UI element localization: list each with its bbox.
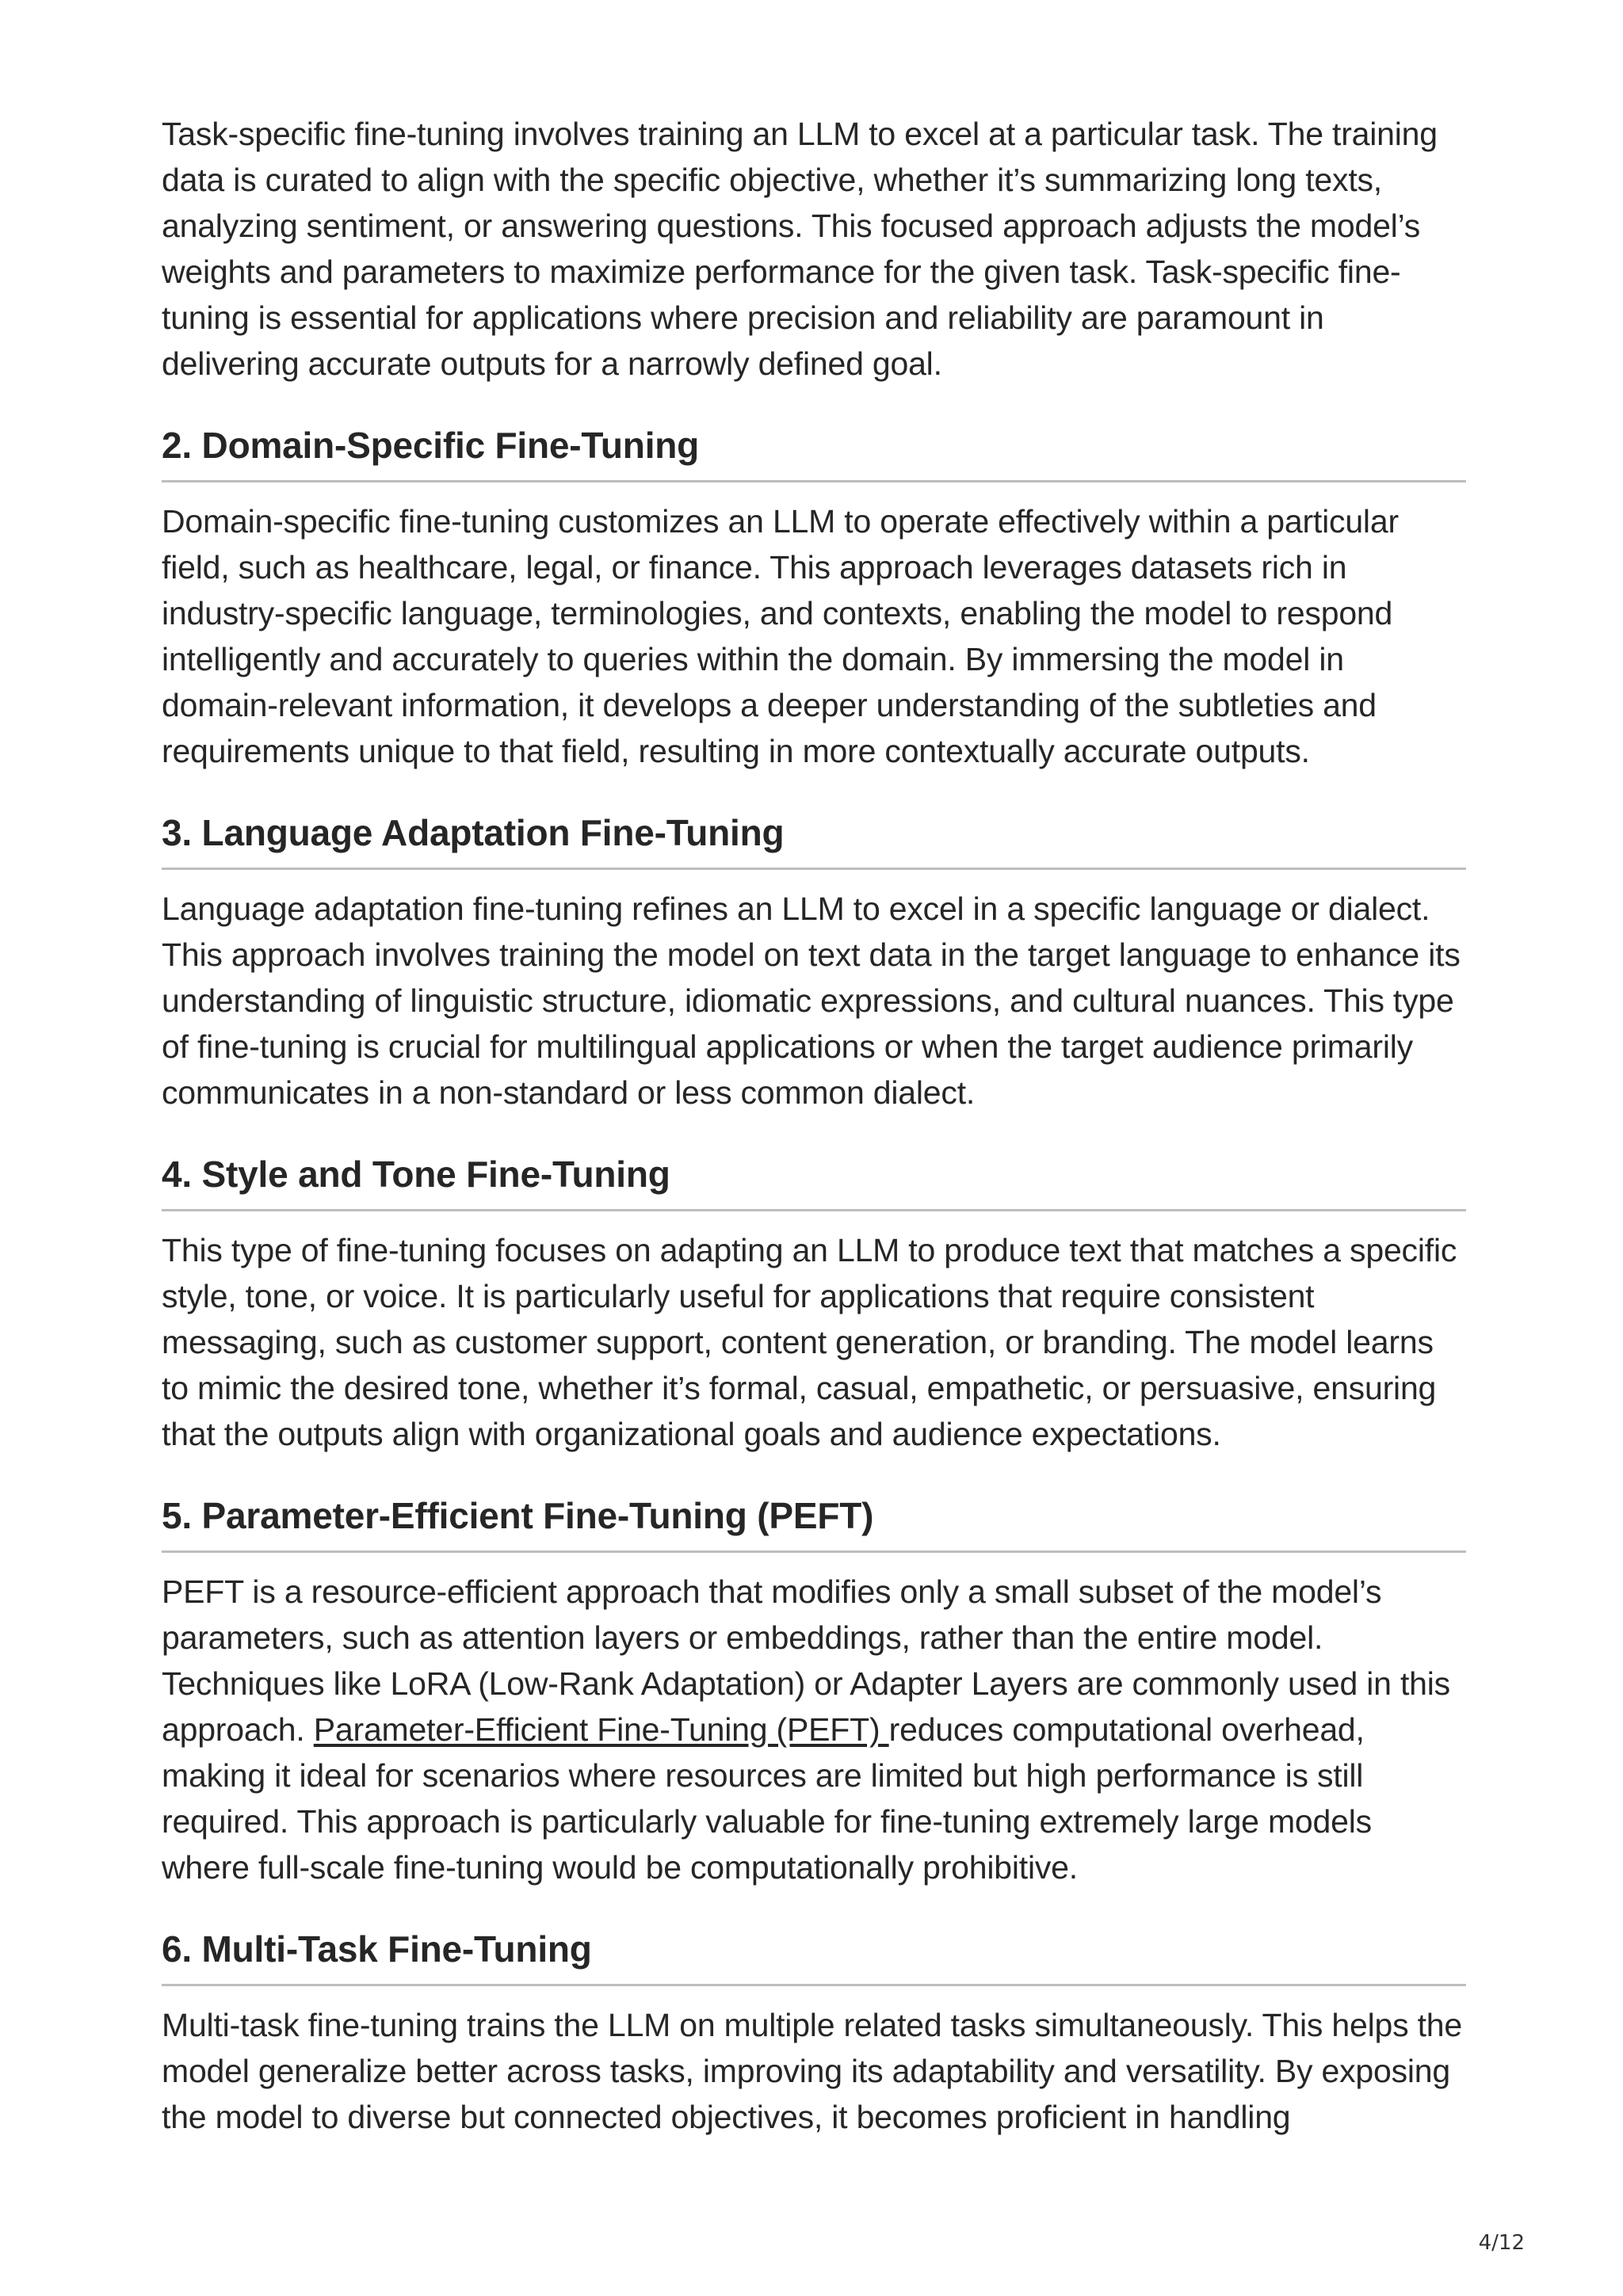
section-multi-task [162, 1927, 1466, 2140]
section-language-adaptation [162, 810, 1466, 1116]
page-number: 4/12 [1478, 2231, 1525, 2255]
peft-link[interactable]: Parameter-Efficient Fine-Tuning (PEFT) [313, 1711, 889, 1748]
section-peft [162, 1493, 1466, 1890]
section-paragraph: Domain-specific fine-tuning customizes an LLM to operate effectively within a particular field, such as healthcare, legal, or finance. This approach leverages datasets rich in industry-specific language, terminologies, and contexts, enabling the model to respond intelligently and accurately to queries within the domain. By immersing the model in domain-relevant information, it develops a deeper understanding of the subtleties and requirements unique to that field, resulting in more contextually accurate outputs. [162, 503, 1399, 769]
section-paragraph: This type of fine-tuning focuses on adapting an LLM to produce text that matches a specific style, tone, or voice. It is particularly useful for applications that require consistent messaging, such as customer support, content generation, or branding. The model learns to mimic the desired tone, whether it’s formal, casual, empathetic, or persuasive, ensuring that the outputs align with organizational goals and audience expectations. [162, 1232, 1457, 1452]
section-heading: 3. Language Adaptation Fine-Tuning [162, 810, 1466, 870]
section-heading: 6. Multi-Task Fine-Tuning [162, 1927, 1466, 1986]
section-paragraph: Language adaptation fine-tuning refines an LLM to excel in a specific language or dialect. This approach involves training the model on text data in the target language to enhance its understanding of linguistic structure, idiomatic expressions, and cultural nuances. This type of fine-tuning is crucial for multilingual applications or when the target audience primarily communicates in a non-standard or less common dialect. [162, 891, 1461, 1111]
intro-paragraph: Task-specific fine-tuning involves training an LLM to excel at a particular task. The training data is curated to align with the specific objective, whether it’s summarizing long texts, analyzing sentiment, or answering questions. This focused approach adjusts the model’s weights and parameters to maximize performance for the given task. Task-specific fine-tuning is essential for applications where precision and reliability are paramount in delivering accurate outputs for a narrowly defined goal. [162, 116, 1438, 382]
paragraph-text-after-link: reduces computational overhead, making it ideal for scenarios where resources are limited but high performance is still required. This approach is particularly valuable for fine-tuning extremely large models where full-scale fine-tuning would be computationally prohibitive. [162, 1711, 1372, 1886]
section-domain-specific [162, 423, 1466, 774]
section-heading: 4. Style and Tone Fine-Tuning [162, 1152, 1466, 1211]
section-heading: 5. Parameter-Efficient Fine-Tuning (PEFT) [162, 1493, 1466, 1553]
document-page [162, 111, 1466, 2176]
section-heading: 2. Domain-Specific Fine-Tuning [162, 423, 1466, 482]
section-style-tone [162, 1152, 1466, 1457]
section-paragraph: Multi-task fine-tuning trains the LLM on multiple related tasks simultaneously. This helps the model generalize better across tasks, improving its adaptability and versatility. By exposing the model to diverse but connected objectives, it becomes proficient in handling [162, 2007, 1462, 2135]
section-paragraph [162, 1569, 1466, 1890]
paragraph-text-before-link: PEFT is a resource-efficient approach that modifies only a small subset of the model’s parameters, such as attention layers or embeddings, rather than the entire model. Techniques like LoRA (Low-Rank Adaptation) or Adapter Layers are commonly used in this approach. [162, 1573, 1450, 1748]
